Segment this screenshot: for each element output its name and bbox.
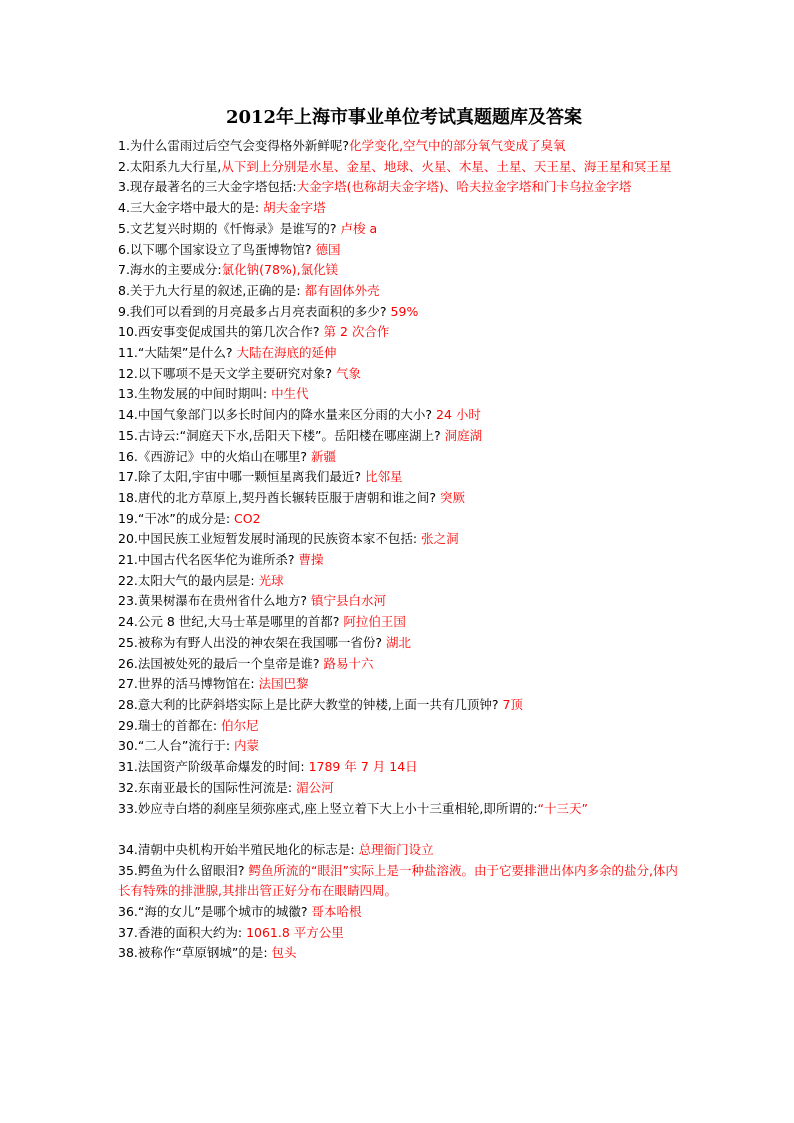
answer-text: 湄公河 xyxy=(296,779,334,795)
answer-text: 路易十六 xyxy=(323,655,374,671)
qa-item xyxy=(118,633,690,654)
answer-text: 总理衙门设立 xyxy=(358,841,434,857)
qa-item xyxy=(118,281,690,302)
question-text: 38.被称作“草原钢城”的是: xyxy=(118,945,272,961)
question-text: 36.“海的女儿”是哪个城市的城徽? xyxy=(118,904,312,919)
qa-item xyxy=(118,778,690,799)
question-text: 26.法国被处死的最后一个皇帝是谁? xyxy=(118,655,324,671)
answer-text: 氯化钠(78%),氯化镁 xyxy=(221,262,339,278)
answer-text: 大金字塔(也称胡夫金字塔)、哈夫拉金字塔和门卡乌拉金字塔 xyxy=(296,179,632,195)
qa-item xyxy=(118,364,690,385)
qa-item xyxy=(118,322,690,343)
question-text: 1.为什么雷雨过后空气会变得格外新鲜呢? xyxy=(118,138,350,153)
qa-item xyxy=(118,384,690,405)
document-title: 2012年上海市事业单位考试真题题库及答案 xyxy=(225,107,583,128)
qa-item xyxy=(118,674,690,695)
answer-text: 中生代 xyxy=(271,386,309,402)
answer-text: 突厥 xyxy=(439,489,465,505)
question-text: 11.“大陆架”是什么? xyxy=(118,345,237,361)
answer-text: “十三天” xyxy=(537,800,588,816)
question-text: 5.文艺复兴时期的《忏悔录》是谁写的? xyxy=(118,220,341,236)
qa-item xyxy=(118,550,690,571)
question-text: 31.法国资产阶级革命爆发的时间: xyxy=(118,759,309,775)
question-text: 30.“二人台”流行于: xyxy=(118,738,235,754)
answer-text: 镇宁县白水河 xyxy=(311,593,387,609)
question-text: 28.意大利的比萨斜塔实际上是比萨大教堂的钟楼,上面一共有几顶钟? xyxy=(118,696,503,712)
qa-item xyxy=(118,219,690,240)
qa-item xyxy=(118,198,690,219)
answer-text: 第 2 次合作 xyxy=(323,324,390,340)
qa-item xyxy=(118,923,690,944)
answer-text: 张之洞 xyxy=(421,531,459,547)
answer-text: 新疆 xyxy=(311,448,337,464)
question-text: 12.以下哪项不是天文学主要研究对象? xyxy=(118,365,336,381)
document-page xyxy=(118,106,690,964)
question-text: 24.公元 8 世纪,大马士革是哪里的首都? xyxy=(118,614,344,630)
question-text: 14.中国气象部门以多长时间内的降水量来区分雨的大小? xyxy=(118,407,436,423)
answer-text: 鳄鱼所流的“眼泪”实际上是一种盐溶液。由于它要排泄出体内多余的盐分,体内长有特殊的排泄腺,其排出管正好分布在眼睛四周。 xyxy=(118,862,678,899)
qa-item xyxy=(118,757,690,778)
answer-text: CO2 xyxy=(234,510,261,526)
qa-item xyxy=(118,343,690,364)
qa-item xyxy=(118,716,690,737)
question-text: 18.唐代的北方草原上,契丹酋长辗转臣服于唐朝和谁之间? xyxy=(118,489,440,505)
question-text: 3.现存最著名的三大金字塔包括: xyxy=(118,179,297,195)
question-text: 34.清朝中央机构开始半殖民地化的标志是: xyxy=(118,841,359,857)
answer-text: 1061.8 平方公里 xyxy=(246,924,344,940)
qa-item xyxy=(118,840,690,861)
qa-list xyxy=(118,136,690,964)
qa-item xyxy=(118,943,690,964)
qa-item xyxy=(118,302,690,323)
qa-item xyxy=(118,260,690,281)
question-text: 27.世界的活马博物馆在: xyxy=(118,676,259,692)
question-text: 37.香港的面积大约为: xyxy=(118,924,247,940)
answer-text: 比邻星 xyxy=(364,469,403,485)
question-text: 16.《西游记》中的火焰山在哪里? xyxy=(118,448,311,464)
answer-text: 化学变化,空气中的部分氧气变成了臭氧 xyxy=(349,138,566,153)
question-text: 33.妙应寺白塔的刹座呈须弥座式,座上竖立着下大上小十三重相轮,即所谓的: xyxy=(118,800,538,816)
question-text: 10.西安事变促成国共的第几次合作? xyxy=(118,324,324,340)
question-text: 25.被称为有野人出没的神农架在我国哪一省份? xyxy=(118,634,386,650)
answer-text: 卢梭 a xyxy=(340,220,378,236)
answer-text: 气象 xyxy=(336,365,362,381)
qa-item xyxy=(118,177,690,198)
answer-text: 都有固体外壳 xyxy=(304,282,380,298)
question-text: 19.“干冰”的成分是: xyxy=(118,510,235,526)
question-text: 23.黄果树瀑布在贵州省什么地方? xyxy=(118,593,311,609)
question-text: 6.以下哪个国家设立了鸟蛋博物馆? xyxy=(118,241,316,257)
question-text: 2.太阳系九大行星, xyxy=(118,158,222,174)
qa-item xyxy=(118,695,690,716)
answer-text: 曹操 xyxy=(298,552,324,568)
answer-text: 内蒙 xyxy=(234,738,260,754)
qa-item xyxy=(118,799,690,820)
qa-item xyxy=(118,509,690,530)
question-text: 29.瑞士的首都在: xyxy=(118,717,222,733)
qa-item xyxy=(118,591,690,612)
answer-text: 阿拉伯王国 xyxy=(343,614,406,630)
answer-text: 洞庭湖 xyxy=(444,427,483,443)
qa-item xyxy=(118,426,690,447)
question-text: 21.中国古代名医华佗为谁所杀? xyxy=(118,552,299,568)
answer-text: 7顶 xyxy=(502,696,523,712)
qa-item xyxy=(118,654,690,675)
question-text: 15.古诗云:“洞庭天下水,岳阳天下楼”。岳阳楼在哪座湖上? xyxy=(118,427,445,443)
answer-text: 包头 xyxy=(271,945,297,961)
question-text: 8.关于九大行星的叙述,正确的是: xyxy=(118,282,305,298)
answer-text: 24 小时 xyxy=(436,407,481,423)
answer-text: 胡夫金字塔 xyxy=(263,200,326,216)
qa-item xyxy=(118,240,690,261)
question-text: 20.中国民族工业短暂发展时涌现的民族资本家不包括: xyxy=(118,531,422,547)
question-text: 4.三大金字塔中最大的是: xyxy=(118,200,264,216)
question-text: 9.我们可以看到的月亮最多占月亮表面积的多少? xyxy=(118,303,391,319)
qa-item xyxy=(118,571,690,592)
qa-item xyxy=(118,902,690,923)
qa-item xyxy=(118,529,690,550)
question-text: 35.鳄鱼为什么留眼泪? xyxy=(118,862,249,878)
answer-text: 湖北 xyxy=(386,634,412,650)
answer-text: 大陆在海底的延伸 xyxy=(236,345,337,361)
question-text: 17.除了太阳,宇宙中哪一颗恒星离我们最近? xyxy=(118,469,365,485)
qa-item xyxy=(118,861,690,902)
answer-text: 哥本哈根 xyxy=(311,904,362,919)
answer-text: 59% xyxy=(390,303,419,319)
question-text: 7.海水的主要成分: xyxy=(118,262,222,278)
answer-text: 伯尔尼 xyxy=(221,717,259,733)
question-text: 22.太阳大气的最内层是: xyxy=(118,572,259,588)
answer-text: 从下到上分别是水星、金星、地球、火星、木星、土星、天王星、海王星和冥王星 xyxy=(221,158,672,174)
qa-item xyxy=(118,136,690,157)
question-text: 13.生物发展的中间时期叫: xyxy=(118,386,272,402)
answer-text: 法国巴黎 xyxy=(258,676,309,692)
question-text: 32.东南亚最长的国际性河流是: xyxy=(118,779,297,795)
answer-text: 德国 xyxy=(315,241,341,257)
qa-item xyxy=(118,405,690,426)
answer-text: 光球 xyxy=(258,572,284,588)
qa-item xyxy=(118,736,690,757)
answer-text: 1789 年 7 月 14日 xyxy=(308,759,418,775)
qa-item xyxy=(118,157,690,178)
qa-item xyxy=(118,467,690,488)
qa-item xyxy=(118,612,690,633)
qa-item xyxy=(118,488,690,509)
qa-item xyxy=(118,447,690,468)
